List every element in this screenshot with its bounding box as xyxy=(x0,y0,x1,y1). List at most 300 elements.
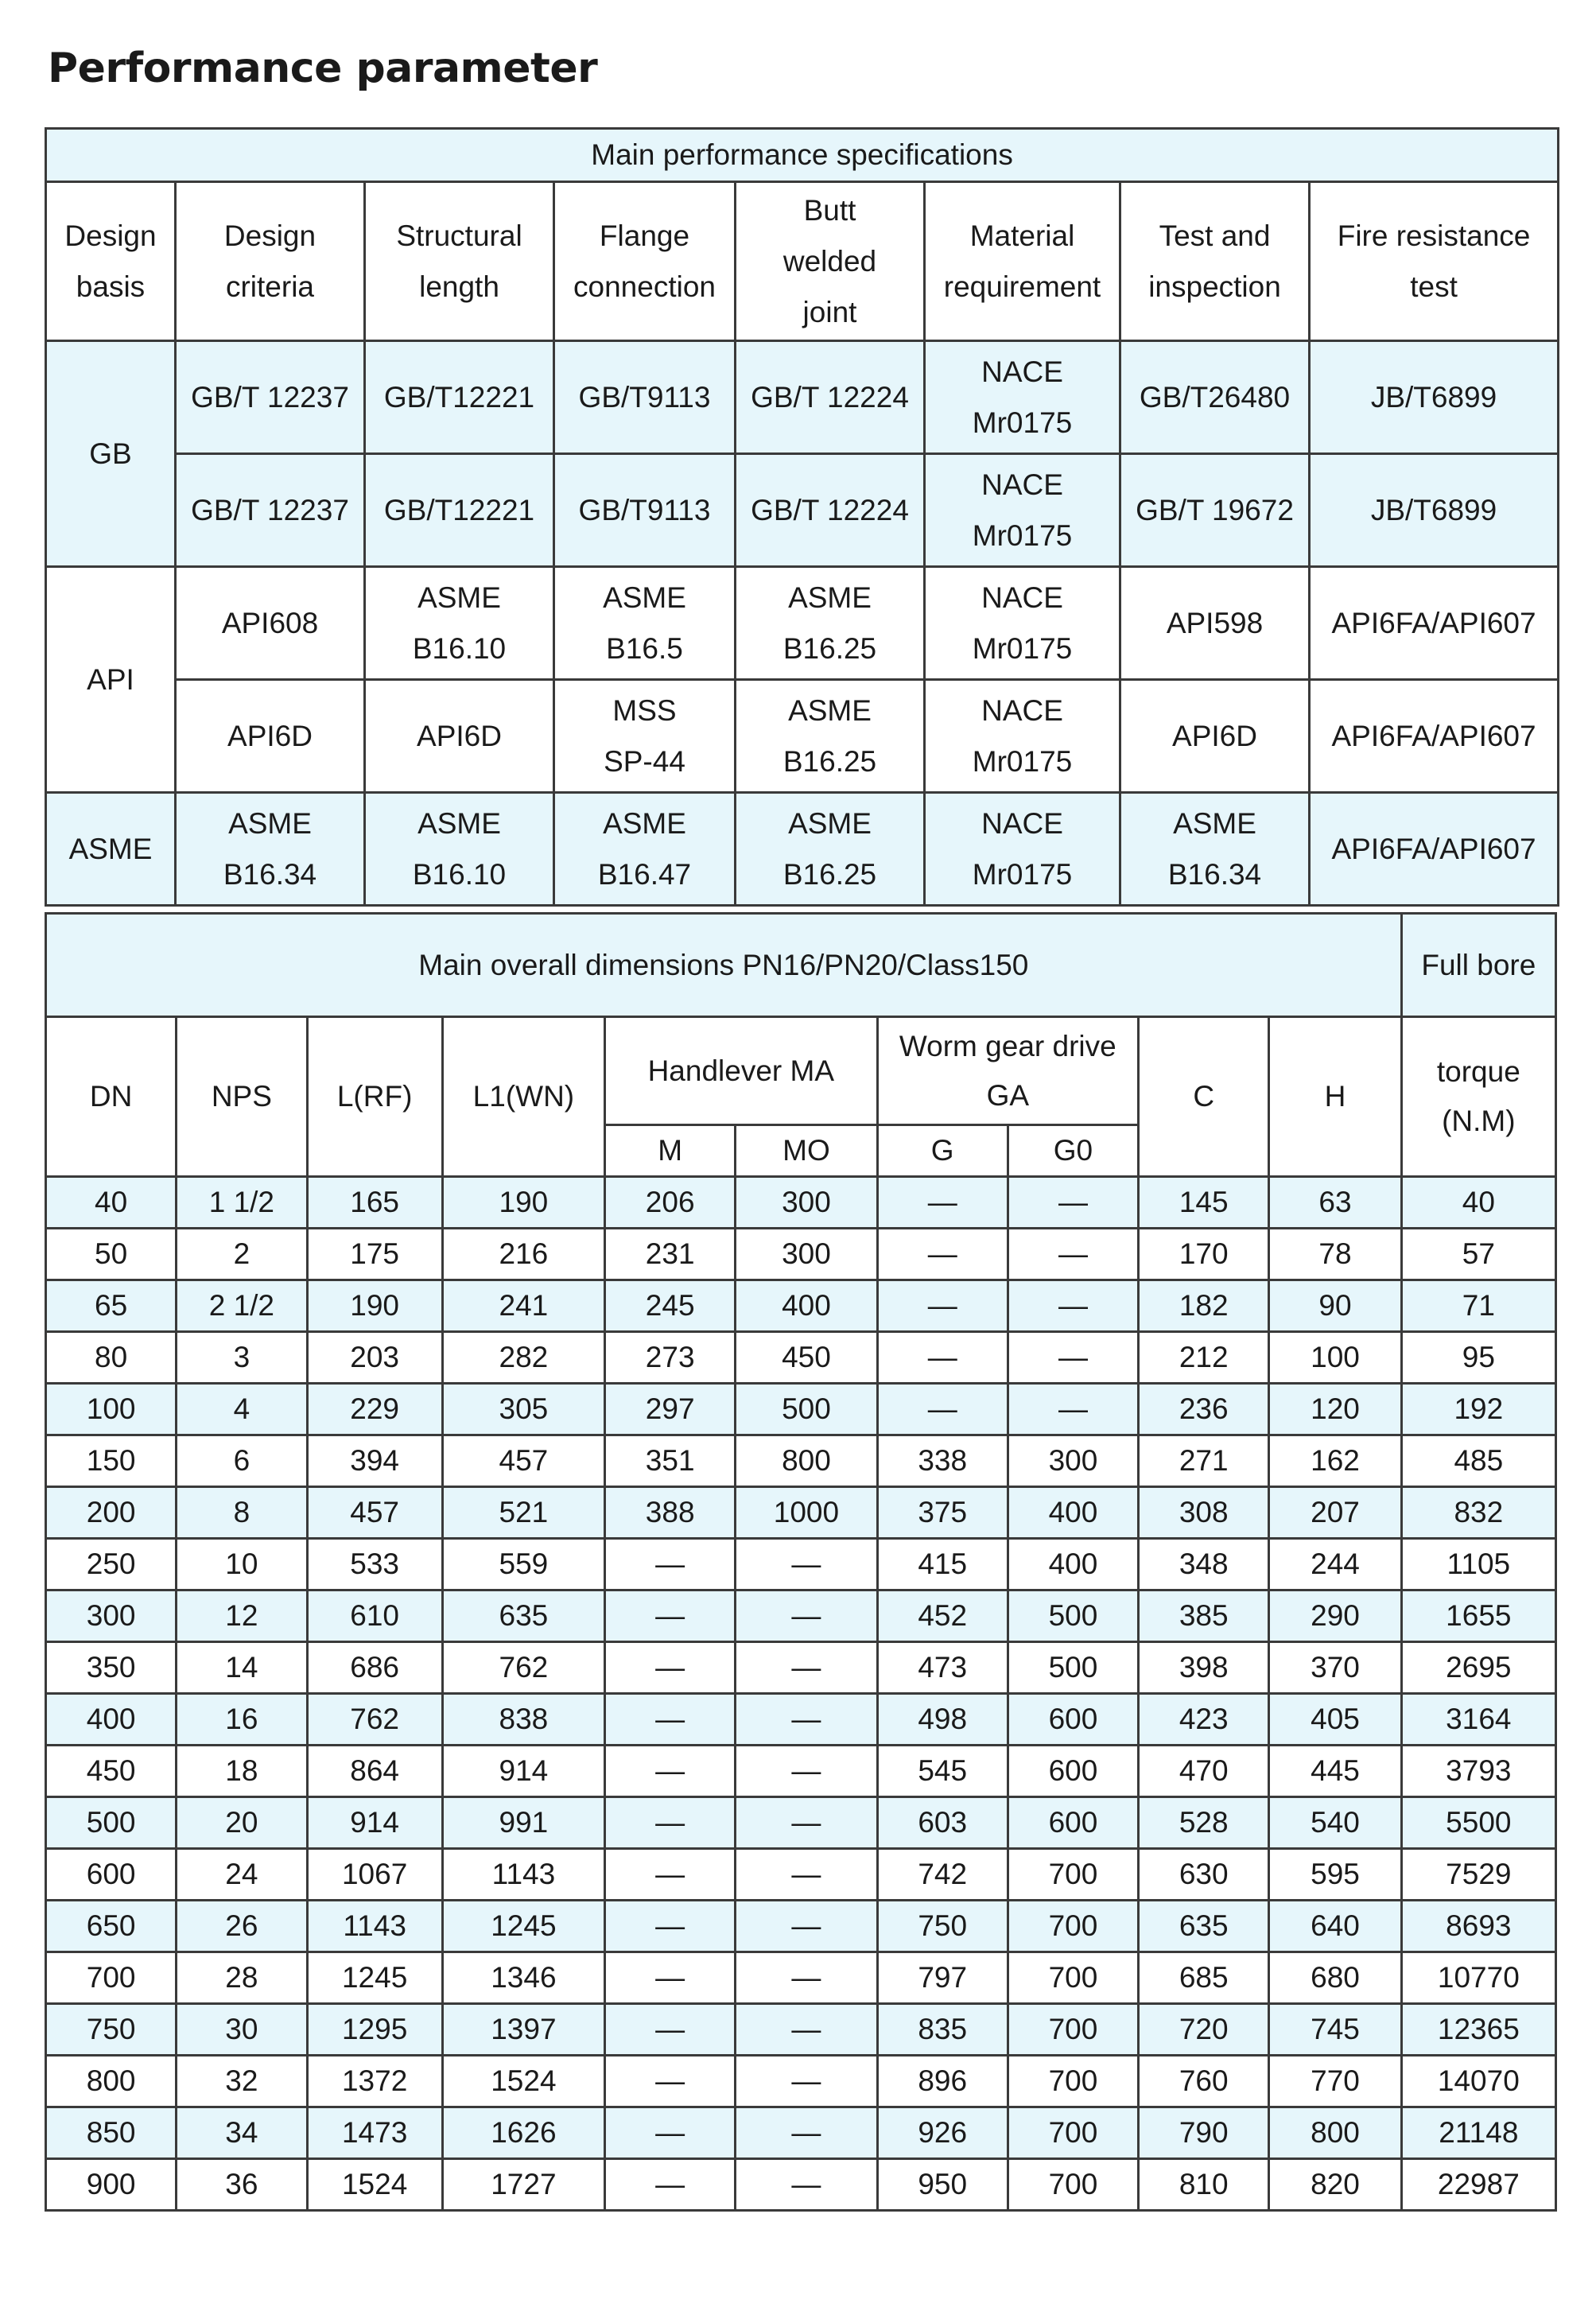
spec-cell-line: NACE xyxy=(981,806,1063,840)
table-cell: 12 xyxy=(177,1590,307,1642)
table-cell: 603 xyxy=(877,1797,1008,1849)
table-cell: 680 xyxy=(1269,1952,1401,2004)
table-cell: — xyxy=(605,2107,736,2159)
table-cell: 216 xyxy=(442,1229,604,1280)
spec-header-cell-line: Fire resistance xyxy=(1337,219,1531,252)
spec-cell xyxy=(176,680,365,793)
spec-cell-line: GB/T 12237 xyxy=(191,380,349,414)
table-cell: 686 xyxy=(307,1642,442,1694)
spec-cell-line: ASME xyxy=(417,581,501,614)
header-g: G xyxy=(877,1125,1008,1177)
header-nps: NPS xyxy=(177,1017,307,1177)
table-cell: — xyxy=(605,1849,736,1901)
table-cell: — xyxy=(605,1694,736,1746)
table-cell: 900 xyxy=(46,2159,177,2211)
table-cell: 14070 xyxy=(1401,2056,1555,2107)
spec-cell-line: ASME xyxy=(417,806,501,840)
table-cell: 165 xyxy=(307,1177,442,1229)
table-cell: 300 xyxy=(46,1590,177,1642)
table-cell: 415 xyxy=(877,1539,1008,1590)
table-cell: 200 xyxy=(46,1487,177,1539)
table-cell: 423 xyxy=(1139,1694,1269,1746)
table-cell: 8693 xyxy=(1401,1901,1555,1952)
table-cell: 600 xyxy=(46,1849,177,1901)
table-cell: 22987 xyxy=(1401,2159,1555,2211)
table-cell: 750 xyxy=(877,1901,1008,1952)
spec-cell-line: B16.34 xyxy=(223,857,317,891)
spec-cell-line: Mr0175 xyxy=(972,744,1073,778)
table-cell: 32 xyxy=(177,2056,307,2107)
spec-cell-line: B16.10 xyxy=(412,857,507,891)
table-cell: 40 xyxy=(46,1177,177,1229)
table-row xyxy=(46,1901,1556,1952)
table-cell: 100 xyxy=(1269,1332,1401,1384)
table-cell: 28 xyxy=(177,1952,307,2004)
header-worm-gear-line1: Worm gear drive xyxy=(899,1029,1116,1062)
table-cell: 800 xyxy=(1269,2107,1401,2159)
table-cell: 34 xyxy=(177,2107,307,2159)
spec-header-cell-line: Structural xyxy=(396,219,522,252)
table-cell: 394 xyxy=(307,1435,442,1487)
table-cell: — xyxy=(877,1177,1008,1229)
spec-cell-line: MSS xyxy=(612,693,677,727)
spec-row xyxy=(46,567,1559,680)
spec-cell-line: B16.34 xyxy=(1167,857,1262,891)
table-row xyxy=(46,1746,1556,1797)
table-cell: 244 xyxy=(1269,1539,1401,1590)
spec-cell xyxy=(736,341,925,454)
spec-cell-line: ASME xyxy=(603,581,686,614)
spec-header-cell-line: joint xyxy=(802,295,857,328)
table-cell: 338 xyxy=(877,1435,1008,1487)
table-cell: 78 xyxy=(1269,1229,1401,1280)
header-l-rf: L(RF) xyxy=(307,1017,442,1177)
table-cell: 21148 xyxy=(1401,2107,1555,2159)
spec-cell xyxy=(1120,454,1310,567)
table-cell: 50 xyxy=(46,1229,177,1280)
spec-header-cell xyxy=(365,182,554,341)
spec-header-cell xyxy=(1310,182,1559,341)
table-cell: — xyxy=(736,2056,877,2107)
table-cell: 770 xyxy=(1269,2056,1401,2107)
table-cell: — xyxy=(877,1229,1008,1280)
table-cell: 206 xyxy=(605,1177,736,1229)
spec-header-cell xyxy=(1120,182,1310,341)
spec-header-cell xyxy=(925,182,1120,341)
table-cell: 10770 xyxy=(1401,1952,1555,2004)
table-cell: 170 xyxy=(1139,1229,1269,1280)
table-row xyxy=(46,2159,1556,2211)
table-cell: 90 xyxy=(1269,1280,1401,1332)
table-cell: — xyxy=(605,2159,736,2211)
table-cell: 212 xyxy=(1139,1332,1269,1384)
table-cell: — xyxy=(736,1797,877,1849)
spec-cell xyxy=(176,793,365,906)
spec-cell xyxy=(1120,793,1310,906)
spec-cell-line: GB/T 12224 xyxy=(751,380,909,414)
table-cell: 742 xyxy=(877,1849,1008,1901)
table-cell: — xyxy=(605,1539,736,1590)
spec-cell-line: ASME xyxy=(788,581,872,614)
table-cell: 16 xyxy=(177,1694,307,1746)
spec-cell-line: SP-44 xyxy=(604,744,685,778)
table-cell: 864 xyxy=(307,1746,442,1797)
spec-cell-line: B16.25 xyxy=(782,857,877,891)
table-cell: 236 xyxy=(1139,1384,1269,1435)
table-cell: 71 xyxy=(1401,1280,1555,1332)
table-cell: 1397 xyxy=(442,2004,604,2056)
spec-cell xyxy=(176,454,365,567)
table-cell: 750 xyxy=(46,2004,177,2056)
header-torque-line1: torque xyxy=(1436,1055,1520,1088)
table-cell: 190 xyxy=(442,1177,604,1229)
full-bore-label: Full bore xyxy=(1401,914,1555,1017)
table-cell: 250 xyxy=(46,1539,177,1590)
table-cell: 245 xyxy=(605,1280,736,1332)
spec-cell xyxy=(365,793,554,906)
spec-header-cell-line: Test and xyxy=(1159,219,1271,252)
table-cell: 485 xyxy=(1401,1435,1555,1487)
table-cell: 400 xyxy=(1008,1539,1138,1590)
spec-header-cell-line: basis xyxy=(76,270,146,303)
spec-header-cell-line: inspection xyxy=(1148,270,1281,303)
table-cell: 12365 xyxy=(1401,2004,1555,2056)
spec-cell xyxy=(736,567,925,680)
table-cell: 10 xyxy=(177,1539,307,1590)
table-cell: — xyxy=(736,1642,877,1694)
table-cell: — xyxy=(736,2107,877,2159)
table-cell: 57 xyxy=(1401,1229,1555,1280)
spec-cell xyxy=(1120,567,1310,680)
table-cell: 300 xyxy=(736,1229,877,1280)
header-worm-gear xyxy=(877,1017,1139,1125)
table-cell: 182 xyxy=(1139,1280,1269,1332)
table-cell: 635 xyxy=(442,1590,604,1642)
spec-row xyxy=(46,793,1559,906)
table-cell: 65 xyxy=(46,1280,177,1332)
dimensions-table-caption: Main overall dimensions PN16/PN20/Class150 xyxy=(46,914,1402,1017)
table-cell: 3164 xyxy=(1401,1694,1555,1746)
table-cell: 400 xyxy=(1008,1487,1138,1539)
table-cell: — xyxy=(1008,1177,1138,1229)
spec-cell-line: GB/T 12237 xyxy=(191,493,349,526)
table-cell: 500 xyxy=(1008,1590,1138,1642)
table-cell: 2 1/2 xyxy=(177,1280,307,1332)
spec-cell-line: GB/T26480 xyxy=(1139,380,1291,414)
table-cell: — xyxy=(1008,1229,1138,1280)
table-cell: 350 xyxy=(46,1642,177,1694)
table-cell: 231 xyxy=(605,1229,736,1280)
page-title: Performance parameter xyxy=(48,45,598,92)
table-cell: 1245 xyxy=(442,1901,604,1952)
table-cell: 700 xyxy=(1008,1849,1138,1901)
table-row xyxy=(46,1332,1556,1384)
header-m: M xyxy=(605,1125,736,1177)
table-cell: 1524 xyxy=(307,2159,442,2211)
table-row xyxy=(46,1280,1556,1332)
table-row xyxy=(46,1435,1556,1487)
spec-cell xyxy=(925,680,1120,793)
spec-cell xyxy=(365,680,554,793)
table-cell: — xyxy=(877,1332,1008,1384)
spec-cell-line: NACE xyxy=(981,581,1063,614)
spec-cell-line: JB/T6899 xyxy=(1370,380,1497,414)
table-cell: 610 xyxy=(307,1590,442,1642)
design-basis-cell: ASME xyxy=(46,793,176,906)
spec-cell-line: GB/T12221 xyxy=(383,380,535,414)
table-cell: — xyxy=(605,1797,736,1849)
spec-cell xyxy=(554,341,736,454)
table-cell: 762 xyxy=(307,1694,442,1746)
spec-cell xyxy=(1310,567,1559,680)
spec-cell-line: ASME xyxy=(788,806,872,840)
table-cell: 452 xyxy=(877,1590,1008,1642)
table-cell: 40 xyxy=(1401,1177,1555,1229)
table-cell: — xyxy=(736,2159,877,2211)
table-cell: 540 xyxy=(1269,1797,1401,1849)
table-cell: 1372 xyxy=(307,2056,442,2107)
spec-cell-line: B16.25 xyxy=(782,744,877,778)
table-cell: 282 xyxy=(442,1332,604,1384)
table-cell: — xyxy=(736,2004,877,2056)
spec-cell-line: JB/T6899 xyxy=(1370,493,1497,526)
table-cell: 685 xyxy=(1139,1952,1269,2004)
table-cell: 820 xyxy=(1269,2159,1401,2211)
table-cell: — xyxy=(877,1280,1008,1332)
spec-cell xyxy=(176,341,365,454)
table-cell: 1626 xyxy=(442,2107,604,2159)
table-cell: 914 xyxy=(442,1746,604,1797)
spec-header-cell-line: Design xyxy=(64,219,157,252)
table-cell: 120 xyxy=(1269,1384,1401,1435)
table-cell: 1727 xyxy=(442,2159,604,2211)
table-row xyxy=(46,2107,1556,2159)
table-cell: — xyxy=(1008,1384,1138,1435)
table-cell: 521 xyxy=(442,1487,604,1539)
table-cell: 600 xyxy=(1008,1797,1138,1849)
header-c: C xyxy=(1139,1017,1269,1177)
table-cell: 700 xyxy=(46,1952,177,2004)
design-basis-cell: GB xyxy=(46,341,176,567)
design-basis-cell: API xyxy=(46,567,176,793)
table-cell: — xyxy=(736,1849,877,1901)
table-cell: 36 xyxy=(177,2159,307,2211)
spec-cell xyxy=(1310,793,1559,906)
table-cell: 207 xyxy=(1269,1487,1401,1539)
table-cell: 2 xyxy=(177,1229,307,1280)
header-worm-gear-line2: GA xyxy=(986,1078,1030,1112)
spec-cell-line: Mr0175 xyxy=(972,518,1073,552)
table-cell: 800 xyxy=(46,2056,177,2107)
table-cell: 3793 xyxy=(1401,1746,1555,1797)
table-cell: 20 xyxy=(177,1797,307,1849)
table-cell: 400 xyxy=(46,1694,177,1746)
spec-cell-line: NACE xyxy=(981,693,1063,727)
spec-cell xyxy=(925,341,1120,454)
spec-cell xyxy=(1310,341,1559,454)
table-cell: 450 xyxy=(46,1746,177,1797)
table-cell: — xyxy=(736,1590,877,1642)
spec-header-cell-line: Material xyxy=(969,219,1075,252)
table-row xyxy=(46,1539,1556,1590)
table-cell: 7529 xyxy=(1401,1849,1555,1901)
table-row xyxy=(46,1177,1556,1229)
table-row xyxy=(46,1694,1556,1746)
table-cell: 2695 xyxy=(1401,1642,1555,1694)
spec-cell-line: GB/T12221 xyxy=(383,493,535,526)
table-row xyxy=(46,2056,1556,2107)
spec-header-cell-line: length xyxy=(419,270,499,303)
spec-table-caption: Main performance specifications xyxy=(46,129,1559,182)
spec-header-cell xyxy=(736,182,925,341)
table-cell: 595 xyxy=(1269,1849,1401,1901)
table-row xyxy=(46,1229,1556,1280)
table-cell: 400 xyxy=(736,1280,877,1332)
table-cell: 4 xyxy=(177,1384,307,1435)
spec-cell-line: ASME xyxy=(228,806,312,840)
table-cell: 533 xyxy=(307,1539,442,1590)
spec-header-cell xyxy=(554,182,736,341)
table-cell: 1 1/2 xyxy=(177,1177,307,1229)
spec-header-cell-line: welded xyxy=(782,244,877,278)
table-cell: 385 xyxy=(1139,1590,1269,1642)
spec-cell xyxy=(736,454,925,567)
spec-cell-line: API598 xyxy=(1166,606,1264,639)
table-row xyxy=(46,1797,1556,1849)
spec-cell xyxy=(925,567,1120,680)
table-cell: 635 xyxy=(1139,1901,1269,1952)
table-cell: 1524 xyxy=(442,2056,604,2107)
spec-cell-line: Mr0175 xyxy=(972,857,1073,891)
spec-cell xyxy=(554,454,736,567)
table-cell: 630 xyxy=(1139,1849,1269,1901)
table-cell: 241 xyxy=(442,1280,604,1332)
dimensions-table xyxy=(45,912,1557,2212)
spec-cell xyxy=(925,454,1120,567)
table-cell: 1473 xyxy=(307,2107,442,2159)
table-cell: 700 xyxy=(1008,2159,1138,2211)
table-cell: 150 xyxy=(46,1435,177,1487)
spec-cell xyxy=(176,567,365,680)
spec-cell-line: B16.5 xyxy=(606,631,683,665)
table-cell: 300 xyxy=(1008,1435,1138,1487)
table-cell: 405 xyxy=(1269,1694,1401,1746)
table-cell: 450 xyxy=(736,1332,877,1384)
table-cell: 700 xyxy=(1008,2107,1138,2159)
spec-cell-line: NACE xyxy=(981,468,1063,501)
table-cell: — xyxy=(736,1746,877,1797)
table-cell: 370 xyxy=(1269,1642,1401,1694)
spec-header-cell-line: Flange xyxy=(599,219,690,252)
table-cell: 351 xyxy=(605,1435,736,1487)
table-cell: 445 xyxy=(1269,1746,1401,1797)
table-cell: — xyxy=(736,1901,877,1952)
table-cell: 600 xyxy=(1008,1694,1138,1746)
table-cell: 914 xyxy=(307,1797,442,1849)
table-cell: 375 xyxy=(877,1487,1008,1539)
table-cell: 640 xyxy=(1269,1901,1401,1952)
table-cell: 1346 xyxy=(442,1952,604,2004)
table-cell: 24 xyxy=(177,1849,307,1901)
table-cell: 398 xyxy=(1139,1642,1269,1694)
spec-row xyxy=(46,680,1559,793)
table-row xyxy=(46,1849,1556,1901)
table-cell: 308 xyxy=(1139,1487,1269,1539)
table-cell: 950 xyxy=(877,2159,1008,2211)
table-row xyxy=(46,2004,1556,2056)
spec-cell-line: ASME xyxy=(788,693,872,727)
spec-cell-line: API6FA/API607 xyxy=(1331,719,1536,752)
table-cell: 1245 xyxy=(307,1952,442,2004)
table-cell: 720 xyxy=(1139,2004,1269,2056)
spec-cell-line: API6D xyxy=(1172,719,1257,752)
table-cell: 229 xyxy=(307,1384,442,1435)
table-cell: 80 xyxy=(46,1332,177,1384)
table-cell: — xyxy=(605,1642,736,1694)
header-dn: DN xyxy=(46,1017,177,1177)
table-cell: 850 xyxy=(46,2107,177,2159)
table-cell: 8 xyxy=(177,1487,307,1539)
spec-header-cell xyxy=(176,182,365,341)
table-cell: 896 xyxy=(877,2056,1008,2107)
table-cell: 835 xyxy=(877,2004,1008,2056)
spec-cell xyxy=(365,454,554,567)
table-cell: 63 xyxy=(1269,1177,1401,1229)
table-cell: 1000 xyxy=(736,1487,877,1539)
table-cell: — xyxy=(736,1952,877,2004)
spec-header-cell-line: criteria xyxy=(225,270,315,303)
spec-cell-line: ASME xyxy=(603,806,686,840)
table-cell: 305 xyxy=(442,1384,604,1435)
table-cell: 1655 xyxy=(1401,1590,1555,1642)
spec-row xyxy=(46,454,1559,567)
table-cell: — xyxy=(605,1901,736,1952)
header-h: H xyxy=(1269,1017,1401,1177)
table-cell: 175 xyxy=(307,1229,442,1280)
table-cell: 457 xyxy=(442,1435,604,1487)
table-cell: 926 xyxy=(877,2107,1008,2159)
spec-cell xyxy=(554,567,736,680)
spec-cell-line: API6FA/API607 xyxy=(1331,606,1536,639)
table-row xyxy=(46,1642,1556,1694)
header-mo: MO xyxy=(736,1125,877,1177)
performance-spec-table xyxy=(45,127,1559,907)
spec-cell-line: B16.47 xyxy=(597,857,692,891)
table-cell: — xyxy=(605,2056,736,2107)
header-g0: G0 xyxy=(1008,1125,1138,1177)
table-cell: 162 xyxy=(1269,1435,1401,1487)
table-cell: 745 xyxy=(1269,2004,1401,2056)
table-cell: 1295 xyxy=(307,2004,442,2056)
table-cell: 3 xyxy=(177,1332,307,1384)
table-cell: 192 xyxy=(1401,1384,1555,1435)
header-handlever: Handlever MA xyxy=(605,1017,878,1125)
table-cell: 650 xyxy=(46,1901,177,1952)
spec-cell-line: API6D xyxy=(417,719,502,752)
spec-cell-line: B16.10 xyxy=(412,631,507,665)
table-cell: 700 xyxy=(1008,2004,1138,2056)
table-cell: — xyxy=(877,1384,1008,1435)
spec-cell-line: B16.25 xyxy=(782,631,877,665)
spec-cell xyxy=(925,793,1120,906)
table-cell: 290 xyxy=(1269,1590,1401,1642)
spec-cell-line: API6FA/API607 xyxy=(1331,832,1536,865)
header-torque xyxy=(1401,1017,1555,1177)
table-cell: — xyxy=(605,1746,736,1797)
spec-cell xyxy=(1120,680,1310,793)
table-cell: 388 xyxy=(605,1487,736,1539)
spec-cell-line: GB/T9113 xyxy=(578,380,711,414)
